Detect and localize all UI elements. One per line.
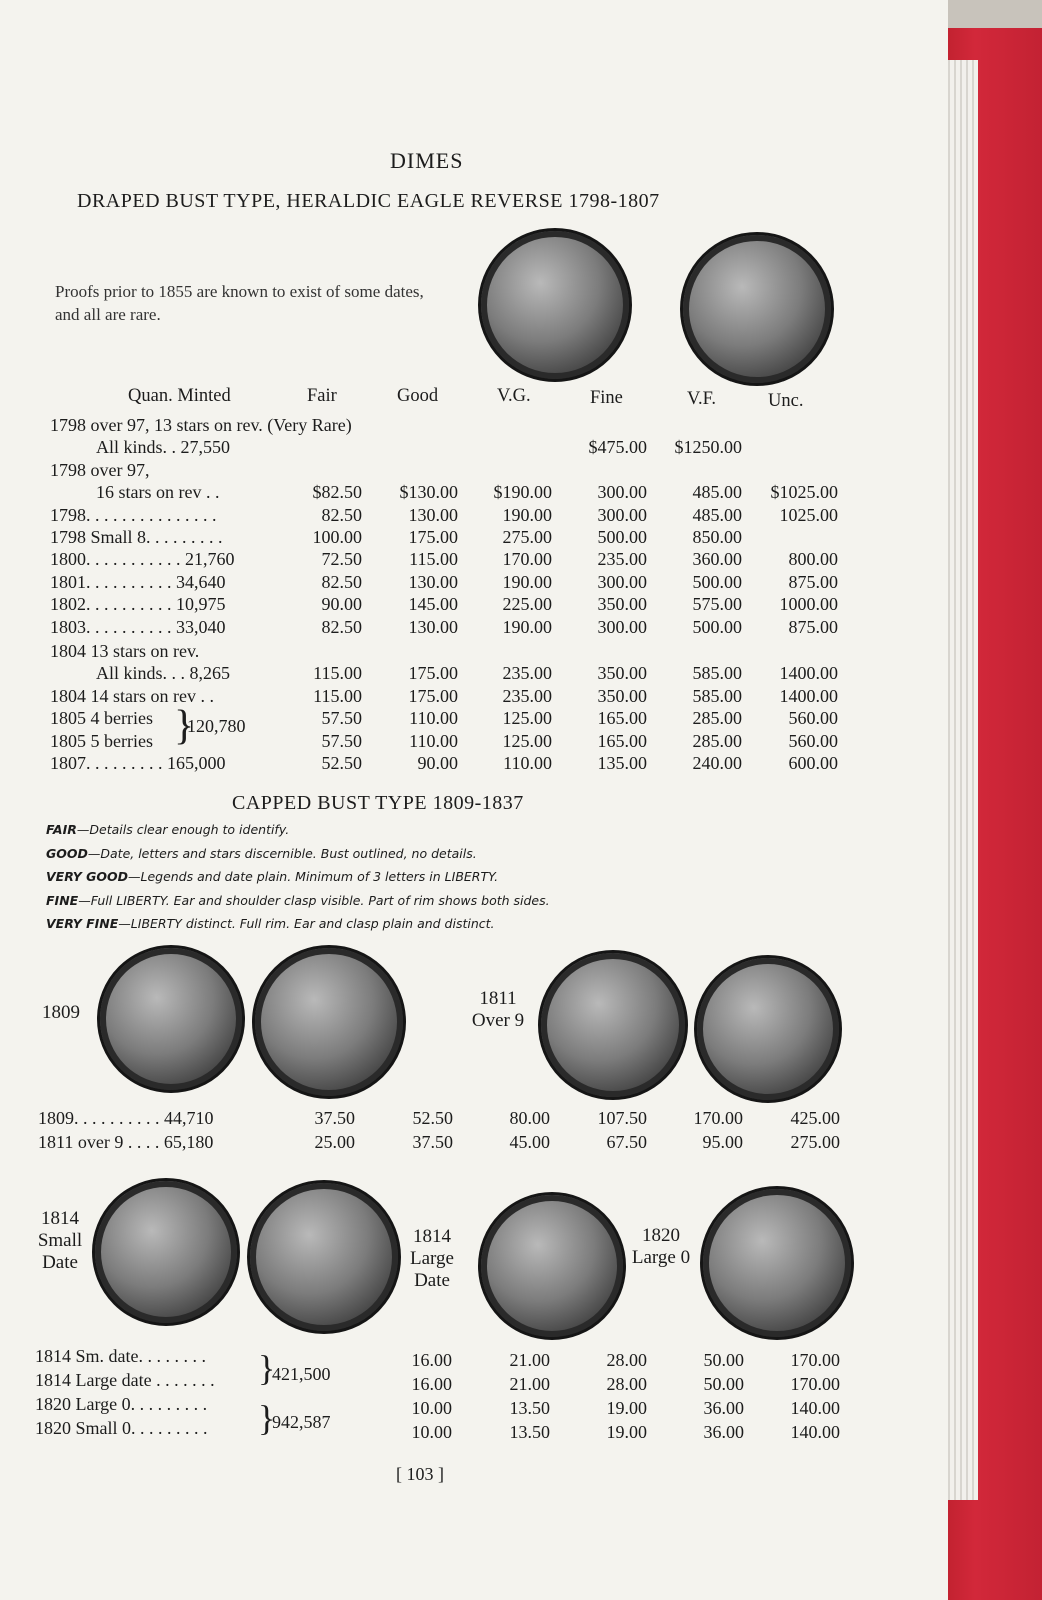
row-label: 1805 5 berries <box>50 730 153 751</box>
grade-definition <box>46 869 498 884</box>
price-unc: $1025.00 <box>770 482 838 503</box>
price-good: 110.00 <box>409 730 458 751</box>
price-unc: 600.00 <box>788 753 838 773</box>
price-a: 10.00 <box>411 1398 452 1418</box>
price-fine: 45.00 <box>509 1132 550 1152</box>
row-label: 1805 4 berries <box>50 708 153 729</box>
price-vf <box>642 460 742 482</box>
price-vg: 235.00 <box>502 663 552 684</box>
price-good: 145.00 <box>408 594 458 615</box>
price-fine: $475.00 <box>588 437 647 458</box>
price-fair <box>262 415 362 437</box>
label-1814-small-date: 1814 Small Date <box>37 1208 83 1273</box>
price-fine: 135.00 <box>597 753 647 773</box>
price-vg: 37.50 <box>412 1132 453 1152</box>
price-vf: 850.00 <box>692 527 742 547</box>
row-label: 1802. . . . . . . . . . 10,975 <box>50 594 226 615</box>
price-good: 175.00 <box>408 663 458 684</box>
price-vg: 110.00 <box>503 753 552 773</box>
price-vf: 285.00 <box>692 708 742 729</box>
price-good: 130.00 <box>408 571 458 592</box>
price-fine <box>547 641 647 663</box>
price-vf: 500.00 <box>692 571 742 592</box>
price-d: 36.00 <box>703 1422 744 1442</box>
qty-1820: 942,587 <box>272 1412 331 1432</box>
price-vg: 190.00 <box>502 571 552 592</box>
price-c: 28.00 <box>606 1350 647 1370</box>
price-unc: 1025.00 <box>779 504 838 525</box>
price-vg <box>452 460 552 482</box>
price-unc <box>738 527 838 549</box>
price-ef: 95.00 <box>702 1132 743 1152</box>
price-vf: $1250.00 <box>674 437 742 458</box>
row-label: 1801. . . . . . . . . . 34,640 <box>50 571 226 592</box>
price-unc: 1400.00 <box>779 663 838 684</box>
price-b: 13.50 <box>509 1398 550 1418</box>
price-e: 170.00 <box>790 1350 840 1370</box>
price-good: 175.00 <box>408 527 458 547</box>
price-e: 140.00 <box>790 1398 840 1418</box>
row-label: 1820 Large 0. . . . . . . . . <box>35 1394 208 1414</box>
price-unc: 875.00 <box>788 616 838 637</box>
price-d: 50.00 <box>703 1374 744 1394</box>
brace: } <box>258 1348 276 1388</box>
coin-1814-small-obverse <box>92 1178 240 1326</box>
price-fine: 300.00 <box>597 571 647 592</box>
row-label: 1803. . . . . . . . . . 33,040 <box>50 616 226 637</box>
price-fair: 115.00 <box>313 663 362 684</box>
price-vg <box>452 437 552 459</box>
price-good: 110.00 <box>409 708 458 729</box>
row-label: 1798 over 97, 13 stars on rev. (Very Rare) <box>50 415 352 435</box>
price-fair: 57.50 <box>321 730 362 751</box>
col-quan-minted: Quan. Minted <box>128 386 231 406</box>
price-vf: 485.00 <box>692 482 742 503</box>
price-unc: 1000.00 <box>779 594 838 615</box>
price-vf: 240.00 <box>692 753 742 773</box>
price-ef: 170.00 <box>693 1108 743 1128</box>
price-fair <box>262 641 362 663</box>
price-d: 36.00 <box>703 1398 744 1418</box>
brace: } <box>258 1398 276 1438</box>
row-label: 1798. . . . . . . . . . . . . . . <box>50 504 217 525</box>
price-good: $130.00 <box>399 482 458 503</box>
price-vg: 125.00 <box>502 730 552 751</box>
price-vf: 575.00 <box>692 594 742 615</box>
price-good: 90.00 <box>417 753 458 773</box>
price-fair: 72.50 <box>321 549 362 570</box>
price-c: 28.00 <box>606 1374 647 1394</box>
price-fine <box>547 460 647 482</box>
price-fine: 300.00 <box>597 504 647 525</box>
price-good <box>358 415 458 437</box>
price-unc: 425.00 <box>790 1108 840 1128</box>
price-fair: 57.50 <box>321 708 362 729</box>
label-1820-large-0: 1820 Large 0 <box>631 1225 691 1268</box>
price-b: 21.00 <box>509 1350 550 1370</box>
price-good <box>358 460 458 482</box>
price-good: 25.00 <box>314 1132 355 1152</box>
price-fair: 82.50 <box>321 616 362 637</box>
price-fair <box>262 437 362 459</box>
col-vg: V.G. <box>497 386 531 406</box>
price-good <box>358 437 458 459</box>
grade-term: VERY GOOD <box>46 869 128 884</box>
grade-definition <box>46 893 550 908</box>
price-unc: 1400.00 <box>779 685 838 706</box>
price-a: 16.00 <box>411 1350 452 1370</box>
coin-1814-small-reverse <box>247 1180 401 1334</box>
price-b: 21.00 <box>509 1374 550 1394</box>
price-b: 13.50 <box>509 1422 550 1442</box>
grade-description: —LIBERTY distinct. Full rim. Ear and clasp plain and distinct. <box>118 916 495 931</box>
price-vf: 500.00 <box>692 616 742 637</box>
price-vg: 225.00 <box>502 594 552 615</box>
price-good: 175.00 <box>408 685 458 706</box>
price-vf: 360.00 <box>692 549 742 570</box>
price-e: 140.00 <box>790 1422 840 1442</box>
draped-bust-obverse-coin <box>478 228 632 382</box>
grade-description: —Details clear enough to identify. <box>76 822 290 837</box>
grade-term: FAIR <box>46 822 77 837</box>
price-vf: 107.50 <box>597 1108 647 1128</box>
price-fine: 350.00 <box>597 685 647 706</box>
row-label: 1798 over 97, <box>50 459 150 480</box>
row-label: 1820 Small 0. . . . . . . . . <box>35 1418 208 1438</box>
col-fine: Fine <box>590 388 623 408</box>
row-label: 16 stars on rev . . <box>96 482 220 503</box>
price-good <box>358 641 458 663</box>
row-label: 1814 Large date . . . . . . . <box>35 1370 215 1390</box>
price-good: 130.00 <box>408 616 458 637</box>
price-fine: 235.00 <box>597 549 647 570</box>
heraldic-eagle-reverse-coin <box>680 232 834 386</box>
price-vf <box>642 641 742 663</box>
price-vg: 125.00 <box>502 708 552 729</box>
row-label: 1814 Sm. date. . . . . . . . <box>35 1346 206 1366</box>
grade-definition <box>46 916 495 931</box>
price-unc: 875.00 <box>788 571 838 592</box>
price-fine: 300.00 <box>597 482 647 503</box>
price-fair: $82.50 <box>312 482 362 503</box>
price-vf: 67.50 <box>606 1132 647 1152</box>
coin-1820-obverse <box>700 1186 854 1340</box>
price-vg: 190.00 <box>502 504 552 525</box>
row-label: 1798 Small 8. . . . . . . . . <box>50 527 223 547</box>
grade-term: FINE <box>46 892 79 908</box>
coin-1811-obverse <box>538 950 688 1100</box>
section-title-capped-bust: CAPPED BUST TYPE 1809-1837 <box>232 792 524 814</box>
coin-1809-obverse <box>97 945 245 1093</box>
price-fine: 500.00 <box>597 527 647 547</box>
price-vf: 485.00 <box>692 504 742 525</box>
price-fine <box>547 415 647 437</box>
price-unc <box>738 641 838 663</box>
grade-definition <box>46 846 477 861</box>
row-label: 1807. . . . . . . . . 165,000 <box>50 753 226 773</box>
price-vg: 235.00 <box>502 685 552 706</box>
price-c: 19.00 <box>606 1422 647 1442</box>
grade-definition <box>46 822 289 837</box>
price-fine: 350.00 <box>597 594 647 615</box>
price-unc <box>738 415 838 437</box>
page-number: [ 103 ] <box>396 1464 444 1484</box>
price-vg: $190.00 <box>493 482 552 503</box>
col-fair: Fair <box>307 386 337 406</box>
price-fine: 300.00 <box>597 616 647 637</box>
row-label: 1809. . . . . . . . . . 44,710 <box>38 1108 214 1128</box>
price-fine: 165.00 <box>597 730 647 751</box>
label-1811-over-9: 1811 Over 9 <box>471 988 525 1031</box>
qty-1814: 421,500 <box>272 1364 331 1384</box>
price-a: 10.00 <box>411 1422 452 1442</box>
price-unc: 560.00 <box>788 730 838 751</box>
page-title: DIMES <box>390 148 464 173</box>
price-vg: 170.00 <box>502 549 552 570</box>
price-fair: 115.00 <box>313 685 362 706</box>
berries-qty: 120,780 <box>187 716 246 736</box>
price-vf: 585.00 <box>692 663 742 684</box>
price-vg <box>452 641 552 663</box>
price-fair: 52.50 <box>321 753 362 773</box>
price-unc <box>738 437 838 459</box>
price-vf: 285.00 <box>692 730 742 751</box>
row-label: All kinds. . . 8,265 <box>96 663 231 684</box>
price-unc <box>738 460 838 482</box>
coin-1809-reverse <box>252 945 406 1099</box>
price-fair: 82.50 <box>321 571 362 592</box>
grade-term: VERY FINE <box>46 916 119 931</box>
brace: } <box>174 703 195 749</box>
price-fine: 80.00 <box>509 1108 550 1128</box>
price-c: 19.00 <box>606 1398 647 1418</box>
row-label: 1811 over 9 . . . . 65,180 <box>38 1132 214 1152</box>
label-1814-large-date: 1814 Large Date <box>410 1226 454 1291</box>
price-fair: 90.00 <box>321 594 362 615</box>
grade-description: —Full LIBERTY. Ear and shoulder clasp visible. Part of rim shows both sides. <box>78 892 550 908</box>
label-1809: 1809 <box>42 1002 80 1023</box>
col-good: Good <box>397 386 439 406</box>
price-unc: 560.00 <box>788 708 838 729</box>
price-a: 16.00 <box>411 1374 452 1394</box>
row-label: 1804 13 stars on rev. <box>50 641 200 661</box>
price-vg: 275.00 <box>502 527 552 547</box>
price-d: 50.00 <box>703 1350 744 1370</box>
price-vf: 585.00 <box>692 685 742 706</box>
row-label: 1804 14 stars on rev . . <box>50 685 214 706</box>
price-e: 170.00 <box>790 1374 840 1394</box>
coin-1811-reverse <box>694 955 842 1103</box>
price-fair: 82.50 <box>321 504 362 525</box>
price-unc: 800.00 <box>788 549 838 570</box>
price-good: 115.00 <box>409 549 458 570</box>
grade-term: GOOD <box>46 845 88 861</box>
section-title-draped-bust: DRAPED BUST TYPE, HERALDIC EAGLE REVERSE 1798-1807 <box>77 190 660 212</box>
price-unc: 275.00 <box>790 1132 840 1152</box>
price-vg <box>452 415 552 437</box>
price-good: 37.50 <box>314 1108 355 1128</box>
col-unc: Unc. <box>768 391 804 411</box>
proof-note: Proofs prior to 1855 are known to exist of some dates, and all are rare. <box>55 282 424 324</box>
price-fair <box>262 460 362 482</box>
grade-description: —Date, letters and stars discernible. Bust outlined, no details. <box>87 845 477 861</box>
price-vg: 190.00 <box>502 616 552 637</box>
row-label: All kinds. . 27,550 <box>96 437 231 458</box>
price-good: 130.00 <box>408 504 458 525</box>
price-fine: 165.00 <box>597 708 647 729</box>
price-fine: 350.00 <box>597 663 647 684</box>
grade-description: —Legends and date plain. Minimum of 3 letters in LIBERTY. <box>127 869 499 884</box>
price-fair: 100.00 <box>312 527 362 547</box>
coin-1814-large-obverse <box>478 1192 626 1340</box>
col-vf: V.F. <box>687 389 717 409</box>
row-label: 1800. . . . . . . . . . . 21,760 <box>50 549 235 570</box>
price-vf <box>642 415 742 437</box>
price-vg: 52.50 <box>412 1108 453 1128</box>
